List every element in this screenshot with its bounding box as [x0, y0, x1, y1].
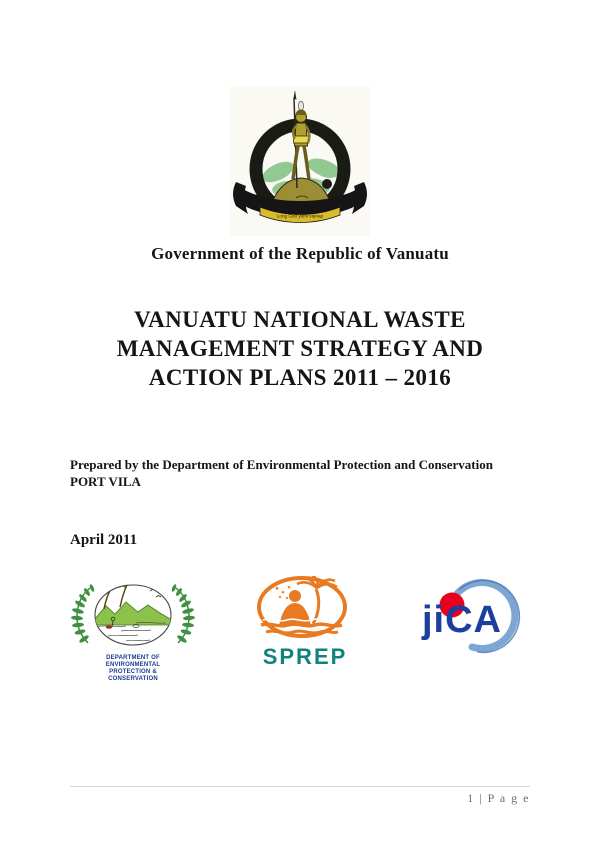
depc-caption — [66, 655, 200, 683]
waves-icon — [261, 619, 342, 633]
fern-right-icon — [171, 584, 195, 644]
vanuatu-coat-of-arms-icon — [230, 86, 370, 236]
depc-caption-line: CONSERVATION — [108, 676, 158, 682]
title-line-3: ACTION PLANS 2011 – 2016 — [148, 365, 452, 390]
prepared-by-block — [70, 457, 540, 490]
sprep-logo — [255, 576, 355, 669]
sprep-wordmark: SPREP — [262, 644, 348, 669]
footer-divider — [70, 786, 530, 787]
jica-wordmark: jiCA — [422, 599, 502, 641]
government-line: Government of the Republic of Vanuatu — [151, 244, 449, 263]
depc-caption-line: PROTECTION & — [109, 669, 157, 675]
depc-caption-line: ENVIRONMENTAL — [105, 662, 161, 668]
jica-logo — [420, 578, 525, 666]
prepared-by-city: PORT VILA — [70, 473, 141, 489]
title-line-1: VANUATU NATIONAL WASTE — [134, 307, 466, 332]
sparkles-icon — [275, 586, 290, 600]
motto-text: Long God yumi stanap — [276, 213, 324, 219]
depc-caption-line: DEPARTMENT OF — [106, 655, 160, 661]
warrior-icon — [293, 101, 309, 179]
title-line-2: MANAGEMENT STRATEGY AND — [116, 336, 484, 361]
document-title — [0, 305, 600, 392]
prepared-by-line: Prepared by the Department of Environmental Protection and Conservation — [70, 457, 493, 472]
fern-left-icon — [71, 584, 95, 644]
depc-logo — [66, 579, 200, 685]
publication-date: April 2011 — [70, 532, 138, 548]
page-number: 1 | P a g e — [467, 791, 530, 805]
